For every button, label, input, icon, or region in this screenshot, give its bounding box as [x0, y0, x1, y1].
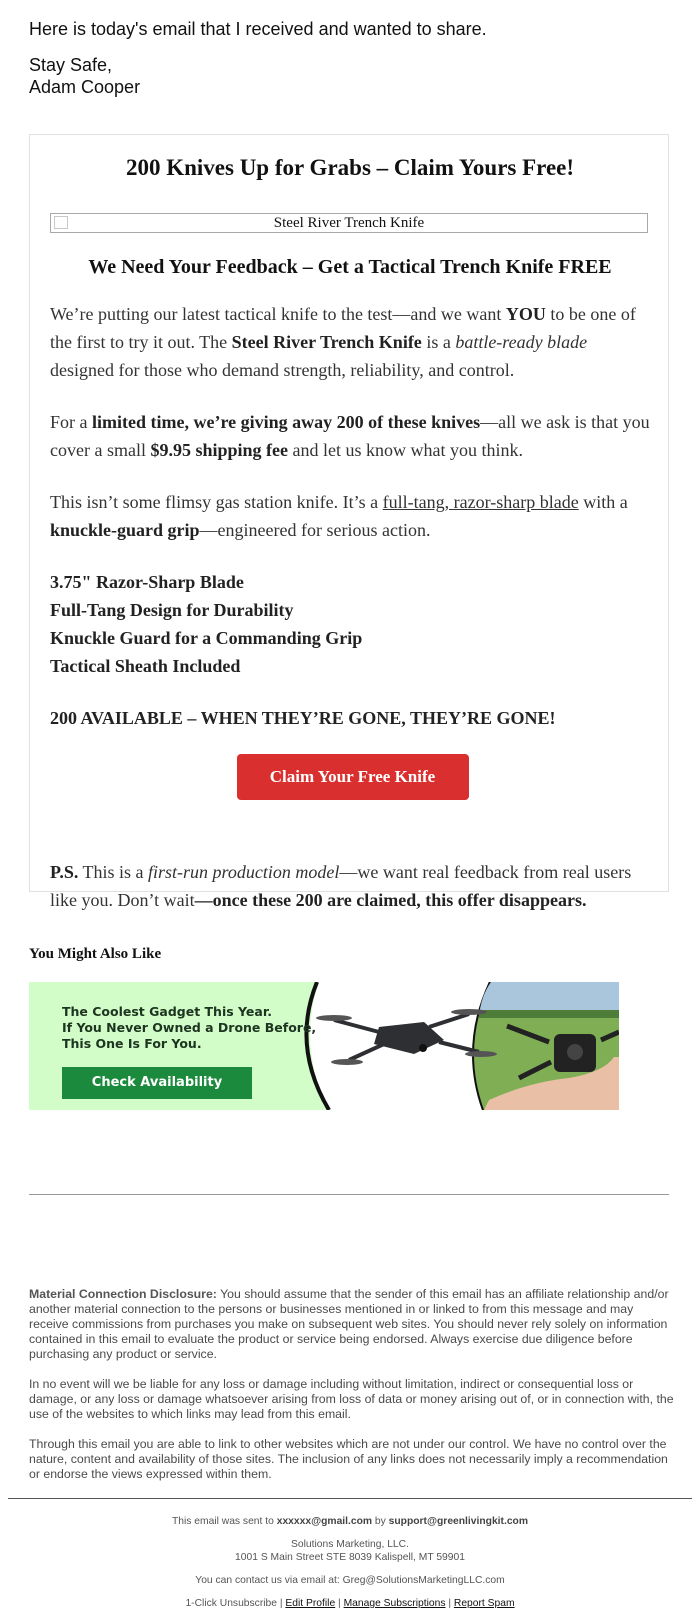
broken-image-icon: [54, 216, 68, 229]
text: is a: [421, 332, 456, 352]
intro-signoff: Stay Safe,: [29, 55, 113, 75]
text-italic: battle-ready blade: [455, 332, 588, 352]
intro-message: [29, 18, 669, 98]
feature-item: Tactical Sheath Included: [50, 656, 241, 676]
email-body: [50, 300, 655, 938]
edit-profile-link[interactable]: Edit Profile: [285, 1598, 336, 1609]
text: to be one of the first to try it out. The: [50, 304, 636, 352]
hero-image[interactable]: [50, 213, 648, 233]
manage-subscriptions-link[interactable]: Manage Subscriptions: [343, 1598, 446, 1609]
email-card: [29, 134, 669, 910]
liability-paragraph: In no event will we be liable for any loss or damage including without limitation, indirect or consequential loss or damage, or any loss or damage whatsoever arising from loss of data or money arising out of, or in connection with, the use of the websites to which links may lead from this email.: [29, 1377, 674, 1421]
contact-line: You can contact us via email at: Greg@SolutionsMarketingLLC.com: [195, 1575, 505, 1586]
footer-divider: [8, 1498, 692, 1499]
text: designed for those who demand strength, reliability, and control.: [50, 360, 515, 380]
disclosure-label: Material Connection Disclosure:: [29, 1287, 217, 1301]
banner-line: If You Never Owned a Drone Before,: [62, 1020, 317, 1035]
banner-line: The Coolest Gadget This Year.: [62, 1004, 272, 1019]
text: This email was sent to: [171, 1516, 277, 1527]
subscription-links: [0, 1597, 700, 1610]
recipient-email: xxxxxx@gmail.com: [276, 1516, 373, 1527]
feature-item: Knuckle Guard for a Commanding Grip: [50, 628, 363, 648]
email-subhead: We Need Your Feedback – Get a Tactical Trench Knife FREE: [88, 256, 612, 278]
email-title: 200 Knives Up for Grabs – Claim Yours Free!: [125, 155, 575, 180]
disclosure-text: You should assume that the sender of this email has an affiliate relationship and/or another material connection to the persons or businesses mentioned in or linked to from this message and may receive commissions from purchases you make on subsequent web sites. You should never rely solely on information contained in this email to evaluate the product or service being endorsed. Always exercise due diligence before purchasing any product or service.: [29, 1287, 669, 1361]
company-name: Solutions Marketing, LLC.: [291, 1539, 409, 1550]
text: We’re putting our latest tactical knife to the test—and we want: [50, 304, 506, 324]
postscript: [50, 858, 655, 914]
feature-item: 3.75" Razor-Sharp Blade: [50, 572, 244, 592]
separator: |: [445, 1598, 454, 1609]
paragraph-offer: [50, 408, 655, 464]
shipping-fee: $9.95 shipping fee: [150, 440, 288, 460]
text-italic: first-run production model: [148, 862, 340, 882]
text-bold: limited time, we’re giving away 200 of these knives: [92, 412, 481, 432]
availability-notice: 200 AVAILABLE – WHEN THEY’RE GONE, THEY’RE GONE!: [50, 708, 556, 728]
separator: |: [335, 1598, 344, 1609]
drone-ad-banner[interactable]: [29, 982, 619, 1110]
claim-knife-button[interactable]: Claim Your Free Knife Now: [237, 754, 469, 800]
disclosure-paragraph: [29, 1287, 674, 1362]
text-underlined: full-tang, razor-sharp blade: [382, 492, 579, 512]
sender-email: support@greenlivingkit.com: [388, 1516, 528, 1527]
text: —all we ask is that you cover a small: [50, 412, 650, 460]
text: This isn’t some flimsy gas station knife. It’s a: [50, 492, 383, 512]
report-spam-link[interactable]: Report Spam: [453, 1598, 515, 1609]
intro-name: Adam Cooper: [29, 77, 141, 97]
unsubscribe-text[interactable]: 1-Click Unsubscribe |: [185, 1598, 286, 1609]
text-bold: YOU: [505, 304, 546, 324]
product-name: Steel River Trench Knife: [231, 332, 422, 352]
banner-copy: [62, 1004, 316, 1052]
legal-disclosures: [29, 1287, 674, 1497]
banner-line: This One Is For You.: [62, 1036, 202, 1051]
feature-list: [50, 568, 655, 680]
links-paragraph: Through this email you are able to link to other websites which are not under our control. We have no control over the nature, content and availability of those sites. The inclusion of any links does not necessarily imply a recommendation or endorse the views expressed within them.: [29, 1437, 668, 1481]
paragraph-description: [50, 488, 655, 544]
text: For a: [50, 412, 92, 432]
text-bold: knuckle-guard grip: [50, 520, 200, 540]
text: This is a: [78, 862, 149, 882]
hero-image-alt: Steel River Trench Knife: [273, 215, 425, 231]
text: and let us know what you think.: [288, 440, 523, 460]
feature-item: Full-Tang Design for Durability: [50, 600, 294, 620]
text: with a: [578, 492, 628, 512]
email-footer: [0, 1515, 700, 1610]
cta-wrapper: [50, 754, 655, 836]
text: —we want real feedback from real users like you. Don’t wait: [50, 862, 632, 910]
intro-line: Here is today's email that I received and wanted to share.: [29, 19, 487, 39]
check-availability-button[interactable]: Check Availability: [62, 1067, 252, 1099]
also-like-heading: You Might Also Like: [29, 946, 162, 962]
company-address: 1001 S Main Street STE 8039 Kalispell, MT 59901: [235, 1552, 465, 1563]
ps-label: P.S.: [50, 862, 79, 882]
sent-to-line: [0, 1515, 700, 1528]
paragraph-intro: [50, 300, 655, 384]
text: by: [372, 1516, 389, 1527]
text-bold: —once these 200 are claimed, this offer disappears.: [194, 890, 587, 910]
section-divider: [29, 1194, 669, 1195]
text: —engineered for serious action.: [199, 520, 431, 540]
